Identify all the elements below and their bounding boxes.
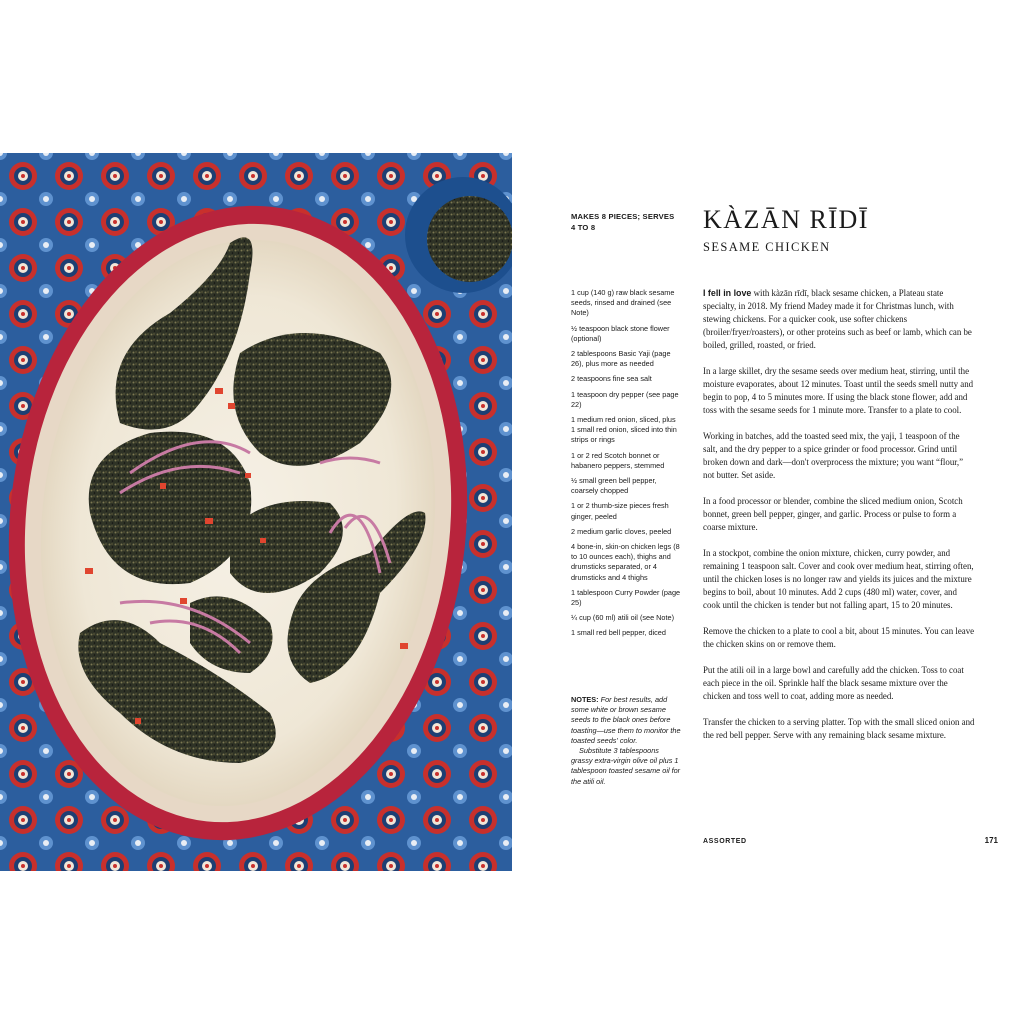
ingredient-item: 1 teaspoon dry pepper (see page 22) xyxy=(571,389,679,409)
ingredient-item: 1 or 2 thumb-size pieces fresh ginger, peeled xyxy=(571,501,669,521)
step-paragraph: In a food processor or blender, combine the sliced medium onion, Scotch bonnet, green bell pepper, ginger, and garlic. Process or pulse to form a coarse mixture. xyxy=(703,496,963,532)
running-footer-section: ASSORTED xyxy=(703,838,747,845)
ingredient-item: 2 teaspoons fine sea salt xyxy=(571,374,652,384)
step-paragraph: Transfer the chicken to a serving platter. Top with the small sliced onion and the red bell pepper. Serve with any remaining black sesame mixture. xyxy=(703,717,975,740)
recipe-title: KÀZĀN RĪDĪ xyxy=(703,205,869,234)
notes-label: NOTES: xyxy=(571,695,599,704)
ingredient-item: 1 or 2 red Scotch bonnet or habanero peppers, stemmed xyxy=(571,450,665,470)
ingredient-item: 4 bone-in, skin-on chicken legs (8 to 10 ounces each), thighs and drumsticks separated, or 4 drumsticks and 4 thighs xyxy=(571,542,680,582)
step-paragraph: Working in batches, add the toasted seed mix, the yaji, 1 teaspoon of the salt, and the dry pepper to a spice grinder or food processor. Grind until broken down and dark—don't overprocess the mixture; you want “flour,” not butter. Set aside. xyxy=(703,431,964,480)
step-paragraph: Remove the chicken to a plate to cool a bit, about 15 minutes. You can leave the chicken skins on or remove them. xyxy=(703,626,975,649)
ingredient-item: ½ small green bell pepper, coarsely chopped xyxy=(571,476,657,496)
food-photo xyxy=(0,153,512,871)
ingredient-item: ½ teaspoon black stone flower (optional) xyxy=(571,323,670,343)
ingredient-item: 1 tablespoon Curry Powder (page 25) xyxy=(571,587,681,608)
notes-text: For best results, add some white or brown sesame seeds to the black ones before toasting—use them to monitor the toasted seeds' color. xyxy=(571,695,681,745)
ingredient-list xyxy=(571,288,681,644)
ingredient-item: ¼ cup (60 ml) atili oil (see Note) xyxy=(571,613,675,623)
intro-text: with kàzān rīdī, black sesame chicken, a Plateau state specialty, in 2018. My friend Madey made it for Christmas lunch, with stewing chickens. For a quicker cook, use softer chickens (broiler/fryer/roasters), or other proteins such as beef or lamb, which can be boiled, grilled, roasted, or fried. xyxy=(703,288,972,350)
ingredient-item: 2 medium garlic cloves, peeled xyxy=(571,526,672,536)
intro-lead: I fell in love xyxy=(703,288,752,298)
notes-substitution: Substitute 3 tablespoons grassy extra-virgin olive oil plus 1 tablespoon toasted sesame oil for the atili oil. xyxy=(571,746,681,786)
intro-paragraph xyxy=(703,287,975,352)
sesame-chicken-photo xyxy=(0,153,512,871)
ingredient-item: 1 small red bell pepper, diced xyxy=(571,628,666,638)
step-paragraph: In a stockpot, combine the onion mixture, chicken, curry powder, and remaining 1 teaspoon salt. Cover and cook over medium heat, stirring often, until the chicken loses is no longer raw and yields its juices and the mixture begins to boil, about 10 minutes. Add 2 cups (480 ml) water, cover, and cook until the chicken is tender but not falling apart, 15 to 20 minutes. xyxy=(703,548,974,610)
recipe-body xyxy=(703,287,975,755)
ingredient-item: 1 cup (140 g) raw black sesame seeds, rinsed and drained (see Note) xyxy=(571,288,675,318)
ingredient-item: 1 medium red onion, sliced, plus 1 small red onion, sliced into thin strips or rings xyxy=(571,415,677,445)
recipe-subtitle: SESAME CHICKEN xyxy=(703,240,831,254)
recipe-yield: MAKES 8 PIECES; SERVES 4 TO 8 xyxy=(571,212,675,232)
recipe-notes xyxy=(571,695,681,787)
ingredient-item: 2 tablespoons Basic Yaji (page 26), plus more as needed xyxy=(571,349,671,369)
step-paragraph: Put the atili oil in a large bowl and carefully add the chicken. Toss to coat each piece in the oil. Sprinkle half the black sesame mixture over the chicken and toss well to coat, adding more as needed. xyxy=(703,665,964,701)
page-number: 171 xyxy=(984,836,998,845)
step-paragraph: In a large skillet, dry the sesame seeds over medium heat, stirring, until the moisture evaporates, about 12 minutes. Toast until the seeds smell nutty and begin to pop, 4 to 5 minutes more. If using the black stone flower, add and toss with the sesame seeds for 1 minute more. Transfer to a plate to cool. xyxy=(703,366,974,415)
